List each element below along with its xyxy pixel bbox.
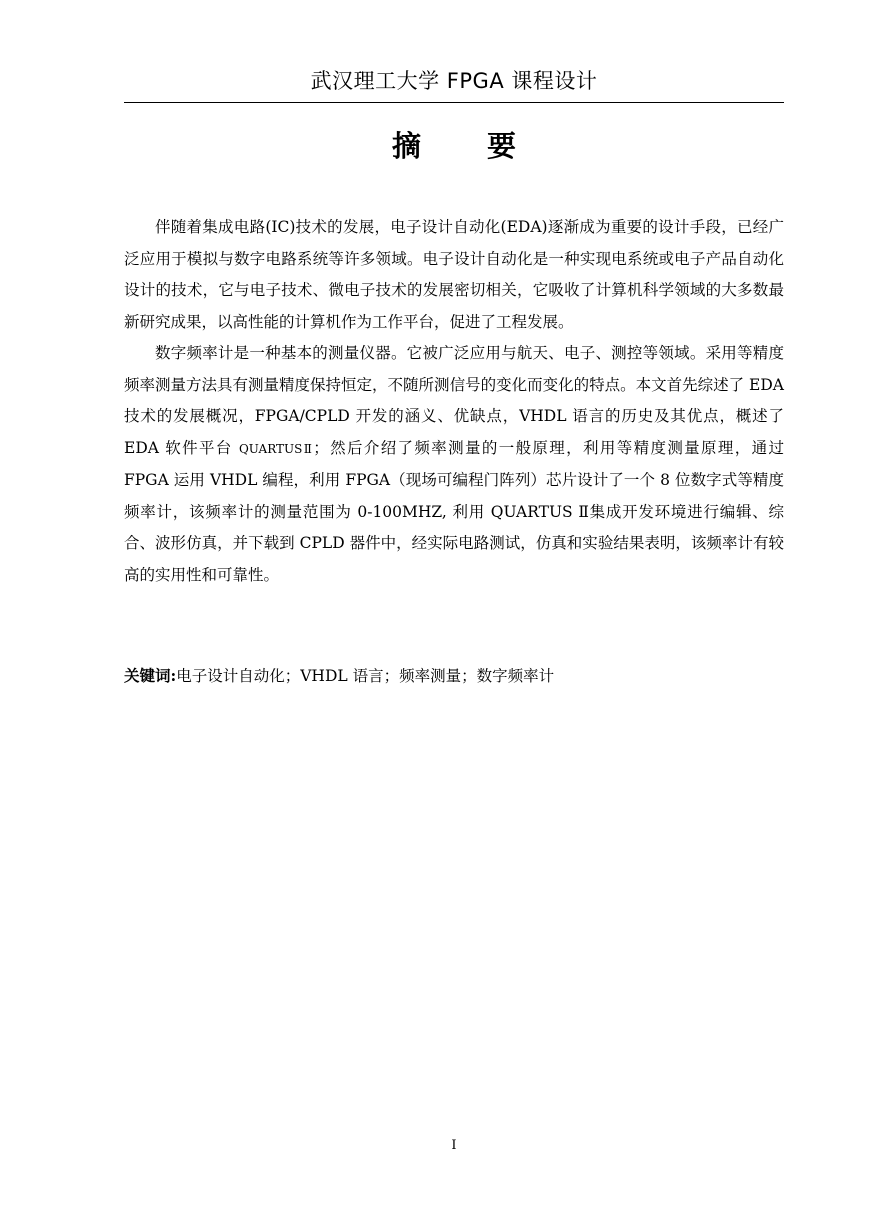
software-name: QUARTUSⅡ xyxy=(238,441,314,456)
abstract-body xyxy=(124,212,784,591)
header-divider xyxy=(124,102,784,103)
abstract-title: 摘 要 xyxy=(391,129,545,163)
abstract-paragraph-1: 伴随着集成电路(IC)技术的发展，电子设计自动化(EDA)逐渐成为重要的设计手段，已经广泛应用于模拟与数字电路系统等许多领域。电子设计自动化是一种实现电系统或电子产品自动化设计的技术，它与电子技术、微电子技术的发展密切相关，它吸收了计算机科学领域的大多数最新研究成果，以高性能的计算机作为工作平台，促进了工程发展。 xyxy=(124,218,784,331)
keywords-label: 关键词: xyxy=(124,666,177,685)
page-number: I xyxy=(451,1138,457,1153)
abstract-paragraph-2-part-a: 数字频率计是一种基本的测量仪器。它被广泛应用与航天、电子、测控等领域。采用等精度频率测量方法具有测量精度保持恒定，不随所测信号的变化而变化的特点。本文首先综述了 EDA 技术的发展概况，FPGA/CPLD 开发的涵义、优缺点，VHDL 语言的历史及其优点，概述了 EDA 软件平台 xyxy=(124,344,784,457)
abstract-paragraph-2 xyxy=(124,338,784,591)
keywords-line xyxy=(124,661,784,691)
keywords-text: 电子设计自动化；VHDL 语言；频率测量；数字频率计 xyxy=(176,667,555,685)
page-header-title: 武汉理工大学 FPGA 课程设计 xyxy=(310,69,598,93)
abstract-paragraph-2-part-b: ；然后介绍了频率测量的一般原理，利用等精度测量原理，通过 FPGA 运用 VHDL 编程，利用 FPGA（现场可编程门阵列）芯片设计了一个 8 位数字式等精度频率计，该频率计的测量范围为 0-100MHZ, 利用 QUARTUS Ⅱ集成开发环境进行编辑、综合、波形仿真，并下载到 CPLD 器件中，经实际电路测试，仿真和实验结果表明，该频率计有较高的实用性和可靠性。 xyxy=(124,438,784,584)
